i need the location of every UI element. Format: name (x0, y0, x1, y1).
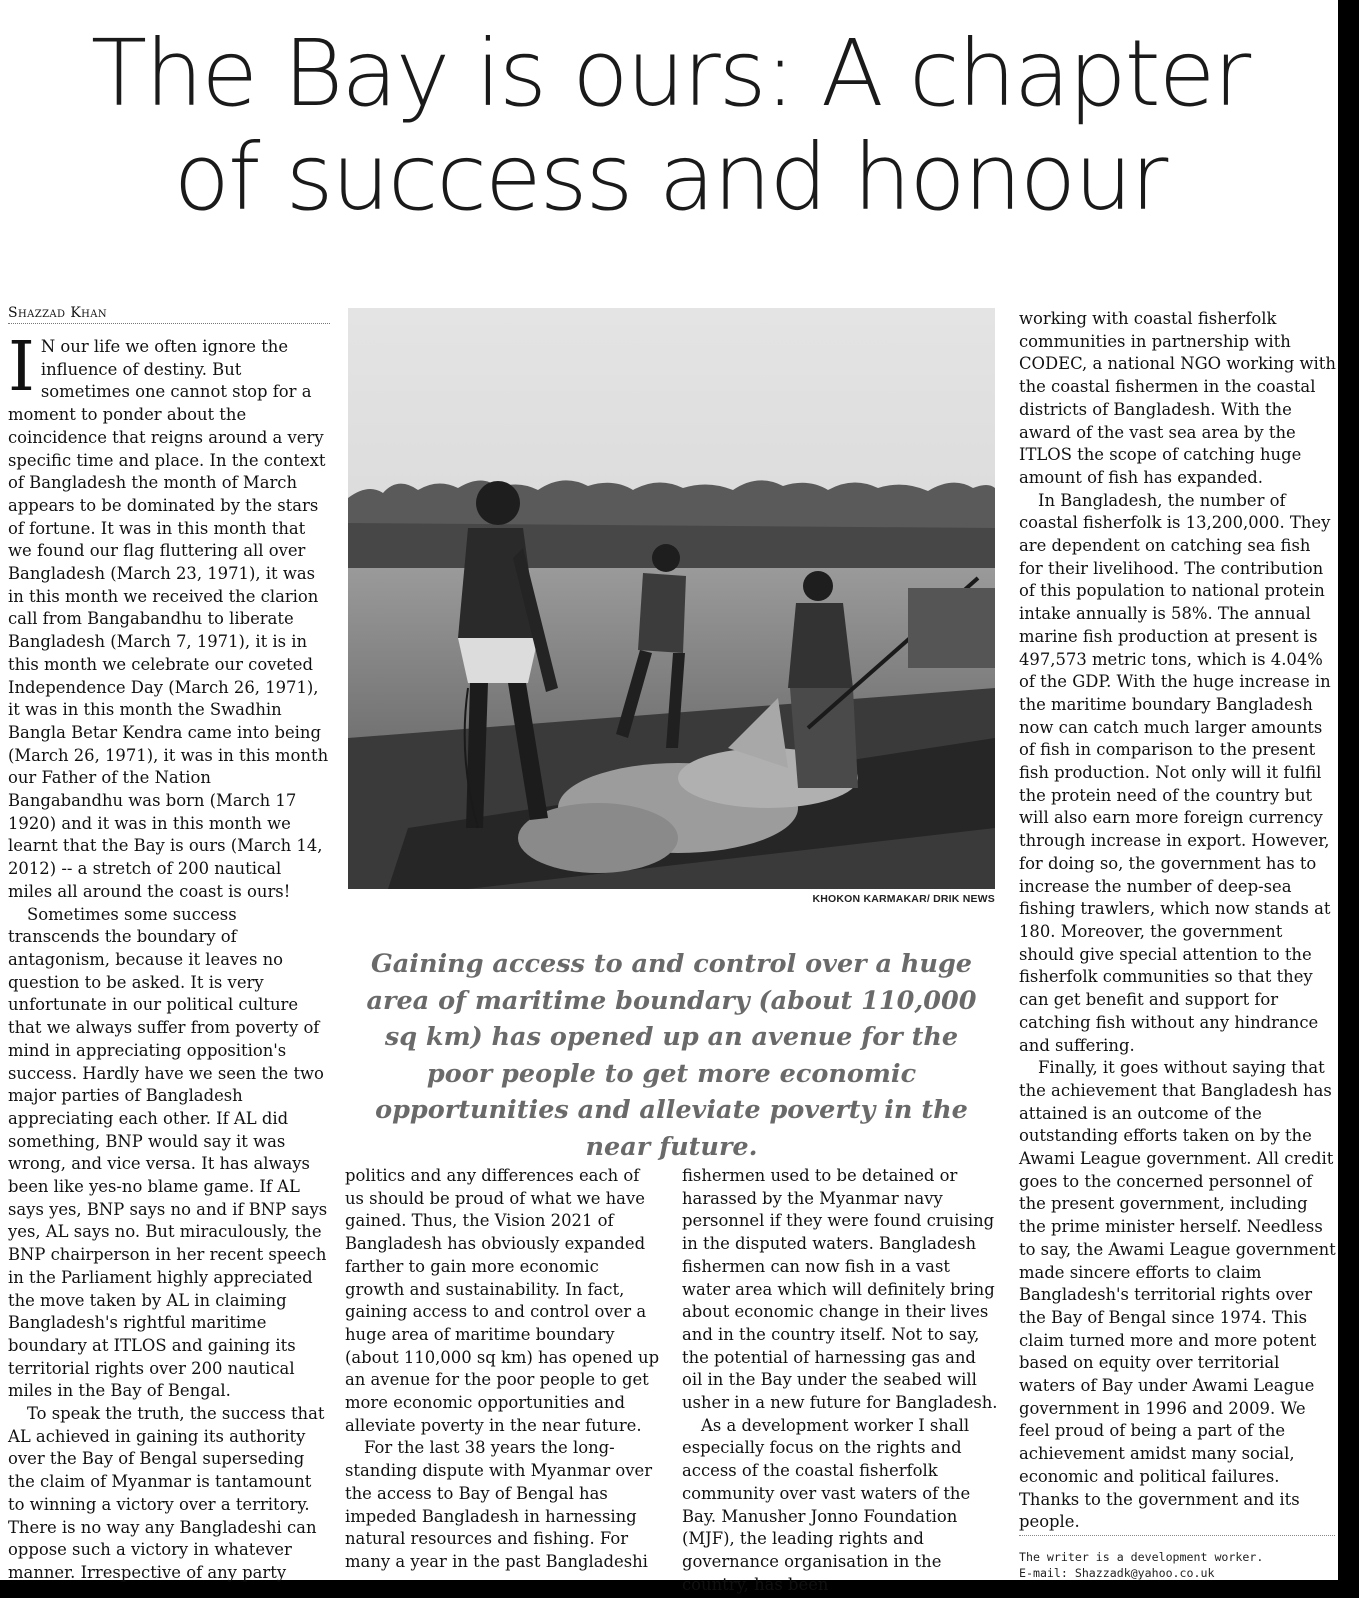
paragraph: fishermen used to be detained or harassed by the Myanmar navy personnel if they were found cruising in the disputed waters. Bangladesh fishermen can now fish in a vast water area which will definitely bring about economic change in their lives and in the country itself. Not to say, the potential of harnessing gas and oil in the Bay under the seabed will usher in a new future for Bangladesh. (682, 1166, 998, 1413)
paragraph: As a development worker I shall especially focus on the rights and access of the coastal fisherfolk community over vast waters of the Bay. Manusher Jonno Foundation (MJF), the leading rights and governance organisation in the country, has been (682, 1415, 971, 1594)
article-column-2 (345, 1165, 663, 1580)
paragraph: In Bangladesh, the number of coastal fisherfolk is 13,200,000. They are dependent on catching sea fish for their livelihood. The contribution of this population to national protein intake annually is 58%. The annual marine fish production at present is 497,573 metric tons, which is 4.04% of the GDP. With the huge increase in the maritime boundary Bangladesh now can catch much larger amounts of fish in comparison to the present fish production. Not only will it fulfil the protein need of the country but will also earn more foreign currency through increase in export. However, for doing so, the government has to increase the number of deep-sea fishing trawlers, which now stands at 180. Moreover, the government should give special attention to the fisherfolk communities so that they can get benefit and support for catching fish without any hindrance and suffering. (1019, 490, 1331, 1055)
writer-email: E-mail: Shazzadk@yahoo.co.uk (1019, 1566, 1215, 1580)
paragraph: Sometimes some success transcends the boundary of antagonism, because it leaves no question to be asked. It is very unfortunate in our political culture that we always suffer from poverty of mind in appreciating opposition's success. Hardly have we seen the two major parties of Bangladesh appreciating each other. If AL did something, BNP would say it was wrong, and vice versa. It has always been like yes-no blame game. If AL says yes, BNP says no and if BNP says yes, AL says no. But miraculously, the BNP chairperson in her recent speech in the Parliament highly appreciated the move taken by AL in claiming Bangladesh's rightful maritime boundary at ITLOS and gaining its territorial rights over 200 nautical miles in the Bay of Bengal. (8, 904, 328, 1401)
article-column-1 (8, 328, 330, 1582)
article-photo (348, 308, 995, 889)
photo-credit: KHOKON KARMAKAR/ DRIK NEWS (812, 893, 995, 905)
article-column-3 (682, 1165, 998, 1594)
article-column-4 (1019, 308, 1337, 1530)
writer-note (1019, 1535, 1335, 1581)
paragraph: politics and any differences each of us should be proud of what we have gained. Thus, the Vision 2021 of Bangladesh has obviously expanded farther to gain more economic growth and sustainability. In fact, gaining access to and control over a huge area of maritime boundary (about 110,000 sq km) has opened up an avenue for the poor people to get more economic opportunities and alleviate poverty in the near future. (345, 1166, 660, 1435)
paragraph: working with coastal fisherfolk communities in partnership with CODEC, a national NGO working with the coastal fishermen in the coastal districts of Bangladesh. With the award of the vast sea area by the ITLOS the scope of catching huge amount of fish has expanded. (1019, 309, 1336, 487)
fishermen-boat-photo (348, 308, 995, 889)
paragraph: To speak the truth, the success that AL achieved in gaining its authority over the Bay of Bengal superseding the claim of Myanmar is tantamount to winning a victory over a territory. There is no way any Bangladeshi can oppose such a victory in whatever manner. Irrespective of any party (8, 1404, 325, 1582)
pull-quote: Gaining access to and control over a huge area of maritime boundary (about 110,000 sq km) has opened up an avenue for the poor people to get more economic opportunities and alleviate poverty in the near future. (366, 949, 977, 1162)
paragraph: Finally, it goes without saying that the achievement that Bangladesh has attained is an outcome of the outstanding efforts taken on by the Awami League government. All credit goes to the concerned personnel of the present government, including the prime minister herself. Needless to say, the Awami League government made sincere efforts to claim Bangladesh's territorial rights over the Bay of Bengal since 1974. This claim turned more and more potent based on equity over territorial waters of Bay under Awami League government in 1996 and 2009. We feel proud of being a part of the achievement amidst many social, economic and political failures. Thanks to the government and its people. (1019, 1058, 1336, 1532)
headline-line-2: of success and honour (173, 124, 1167, 231)
drop-cap: I (8, 328, 35, 407)
paragraph: For the last 38 years the long-standing dispute with Myanmar over the access to Bay of Bengal has impeded Bangladesh in harnessing natural resources and fishing. For many a year in the past Bangladeshi (345, 1438, 653, 1571)
byline: Shazzad Khan (8, 305, 330, 324)
article-headline (20, 22, 1320, 230)
paragraph: I N our life we often ignore the influence of destiny. But sometimes one cannot stop for a moment to ponder about the coincidence that reigns around a very specific time and place. In the context of Bangladesh the month of March appears to be dominated by the stars of fortune. It was in this month that we found our flag fluttering all over Bangladesh (March 23, 1971), it was in this month we received the clarion call from Bangabandhu to liberate Bangladesh (March 7, 1971), it is in this month we celebrate our coveted Independence Day (March 26, 1971), it was in this month the Swadhin Bangla Betar Kendra came into being (March 26, 1971), it was in this month our Father of the Nation Bangabandhu was born (March 17 1920) and it was in this month we learnt that the Bay is ours (March 14, 2012) -- a stretch of 200 nautical miles all around the coast is ours! (8, 328, 329, 901)
headline-line-1: The Bay is ours: A chapter (90, 20, 1250, 127)
writer-description: The writer is a development worker. (1019, 1550, 1264, 1564)
